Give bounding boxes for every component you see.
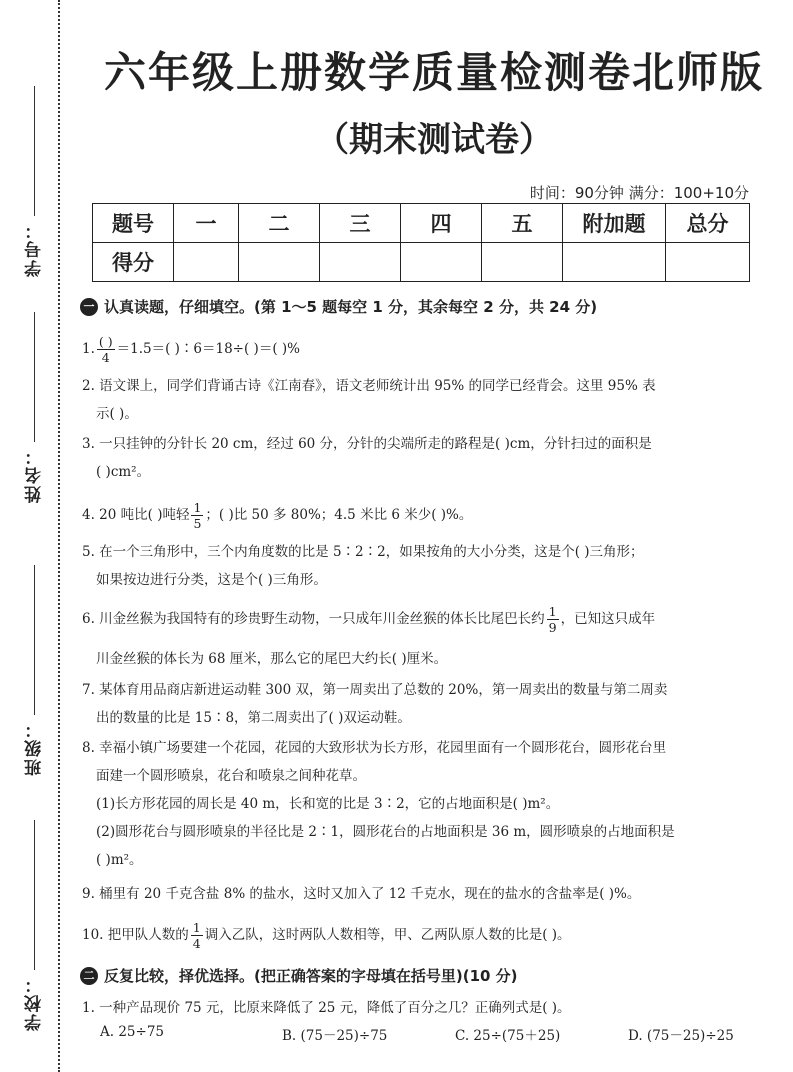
- section-2-title: 反复比较，择优选择。(把正确答案的字母填在括号里)(10 分): [104, 967, 518, 985]
- score-input-cell[interactable]: [174, 243, 239, 282]
- section-1-heading: [80, 296, 597, 317]
- table-cell: 四: [401, 204, 482, 243]
- fraction: [191, 920, 203, 951]
- student-id-label: 学号：: [24, 220, 45, 277]
- table-cell: 一: [174, 204, 239, 243]
- time-info: 时间：90分钟 满分：100+10分: [529, 184, 749, 202]
- table-cell: 总分: [666, 204, 750, 243]
- student-id-field[interactable]: [14, 86, 54, 277]
- score-input-cell[interactable]: [239, 243, 320, 282]
- name-line: [34, 312, 35, 442]
- question-7: [82, 676, 762, 732]
- class-line: [34, 565, 35, 715]
- table-cell: 五: [482, 204, 563, 243]
- question-text: 示( )。: [96, 406, 138, 422]
- section-number-icon: 一: [80, 298, 98, 316]
- question-text: 8. 幸福小镇广场要建一个花园，花园的大致形状为长方形，花园里面有一个圆形花台，圆形花台里: [82, 740, 667, 756]
- fraction: [547, 604, 559, 635]
- score-input-cell[interactable]: [563, 243, 666, 282]
- question-text: ( )cm²。: [96, 464, 151, 480]
- question-text: 7. 某体育用品商店新进运动鞋 300 双，第一周卖出了总数的 20%，第一周卖出的数量与第二周卖: [82, 682, 668, 698]
- question-text: ( )m²。: [96, 852, 143, 868]
- question-text: 调入乙队，这时两队人数相等，甲、乙两队原人数的比是( )。: [204, 927, 571, 943]
- question-text: 6. 川金丝猴为我国特有的珍贵野生动物，一只成年川金丝猴的体长比尾巴长约: [82, 611, 545, 627]
- table-cell: 附加题: [563, 204, 666, 243]
- option-a[interactable]: A. 25÷75: [100, 1024, 164, 1040]
- table-cell: 三: [320, 204, 401, 243]
- question-9: [82, 880, 762, 908]
- binding-margin: [0, 0, 70, 1072]
- option-d[interactable]: D. (75－25)÷25: [628, 1028, 734, 1044]
- fraction-denominator: 9: [548, 620, 557, 635]
- score-table-score-row: [93, 243, 750, 282]
- fraction-numerator[interactable]: ( ): [98, 334, 113, 349]
- exam-subtitle: （期末测试卷）: [315, 120, 553, 160]
- question-8: [82, 734, 762, 874]
- question-10: [82, 920, 762, 951]
- question-number: 1.: [82, 341, 95, 357]
- question-text: 1. 一种产品现价 75 元，比原来降低了 25 元，降低了百分之几？正确列式是( )。: [82, 1000, 571, 1016]
- question-text: 3. 一只挂钟的分针长 20 cm，经过 60 分，分针的尖端所走的路程是( )cm，分针扫过的面积是: [82, 436, 652, 452]
- student-id-line: [34, 86, 35, 216]
- dashed-cut-line: [58, 0, 60, 1072]
- question-text: 出的数量的比是 15∶8，第二周卖出了( )双运动鞋。: [96, 710, 411, 726]
- table-cell: 二: [239, 204, 320, 243]
- question-3: [82, 430, 762, 486]
- question-text: 5. 在一个三角形中，三个内角度数的比是 5∶2∶2，如果按角的大小分类，这是个( )三角形；: [82, 544, 644, 560]
- fraction: [97, 334, 115, 365]
- score-input-cell[interactable]: [401, 243, 482, 282]
- fraction-denominator: 5: [193, 516, 202, 531]
- question-1: [82, 334, 762, 365]
- score-table-header-row: [93, 204, 750, 243]
- name-label: 姓名：: [24, 446, 45, 503]
- name-field[interactable]: [14, 312, 54, 503]
- mc-question-1: [82, 994, 762, 1022]
- question-text: 面建一个圆形喷泉，花台和喷泉之间种花草。: [96, 768, 366, 784]
- score-input-cell[interactable]: [482, 243, 563, 282]
- question-text: 2. 语文课上，同学们背诵古诗《江南春》，语文老师统计出 95% 的同学已经背会。这里 95% 表: [82, 378, 656, 394]
- section-1-title: 认真读题，仔细填空。(第 1～5 题每空 1 分，其余每空 2 分，共 24 分): [104, 298, 598, 316]
- fraction-numerator: 1: [193, 500, 202, 515]
- question-text: 10. 把甲队人数的: [82, 927, 189, 943]
- question-text: 4. 20 吨比( )吨轻: [82, 507, 190, 523]
- table-cell: 题号: [93, 204, 174, 243]
- sub-question-1: (1)长方形花园的周长是 40 m，长和宽的比是 3∶2，它的占地面积是( )m²。: [96, 796, 560, 812]
- school-line: [34, 820, 35, 970]
- question-2: [82, 372, 762, 428]
- option-b[interactable]: B. (75－25)÷75: [282, 1028, 388, 1044]
- class-label: 班级：: [24, 719, 45, 776]
- section-number-icon: 二: [80, 967, 98, 985]
- school-label: 学校：: [24, 974, 45, 1031]
- fraction-numerator: 1: [548, 604, 557, 619]
- question-4: [82, 500, 762, 531]
- section-2-heading: [80, 965, 518, 986]
- score-table: [92, 203, 750, 282]
- option-c[interactable]: C. 25÷(75＋25): [455, 1028, 561, 1044]
- question-5: [82, 538, 762, 594]
- question-text: ，已知这只成年: [560, 611, 656, 627]
- fraction-denominator: 4: [192, 936, 201, 951]
- question-text: 川金丝猴的体长为 68 厘米，那么它的尾巴大约长( )厘米。: [96, 651, 448, 667]
- fraction: [191, 500, 203, 531]
- fraction-numerator: 1: [192, 920, 201, 935]
- exam-title: 六年级上册数学质量检测卷北师版: [103, 48, 764, 97]
- table-cell: 得分: [93, 243, 174, 282]
- score-input-cell[interactable]: [320, 243, 401, 282]
- question-text: ＝1.5＝( )∶6＝18÷( )＝( )%: [116, 341, 300, 357]
- question-text: ；( )比 50 多 80%；4.5 米比 6 米少( )%。: [205, 507, 473, 523]
- fraction-denominator: 4: [101, 350, 110, 365]
- school-field[interactable]: [14, 820, 54, 1031]
- question-text: 9. 桶里有 20 千克含盐 8% 的盐水，这时又加入了 12 千克水，现在的盐水的含盐率是( )%。: [82, 886, 641, 902]
- sub-question-2: (2)圆形花台与圆形喷泉的半径比是 2∶1，圆形花台的占地面积是 36 m，圆形喷泉的占地面积是: [96, 824, 675, 840]
- question-6: [82, 604, 762, 673]
- score-input-cell[interactable]: [666, 243, 750, 282]
- class-field[interactable]: [14, 565, 54, 776]
- question-text: 如果按边进行分类，这是个( )三角形。: [96, 572, 327, 588]
